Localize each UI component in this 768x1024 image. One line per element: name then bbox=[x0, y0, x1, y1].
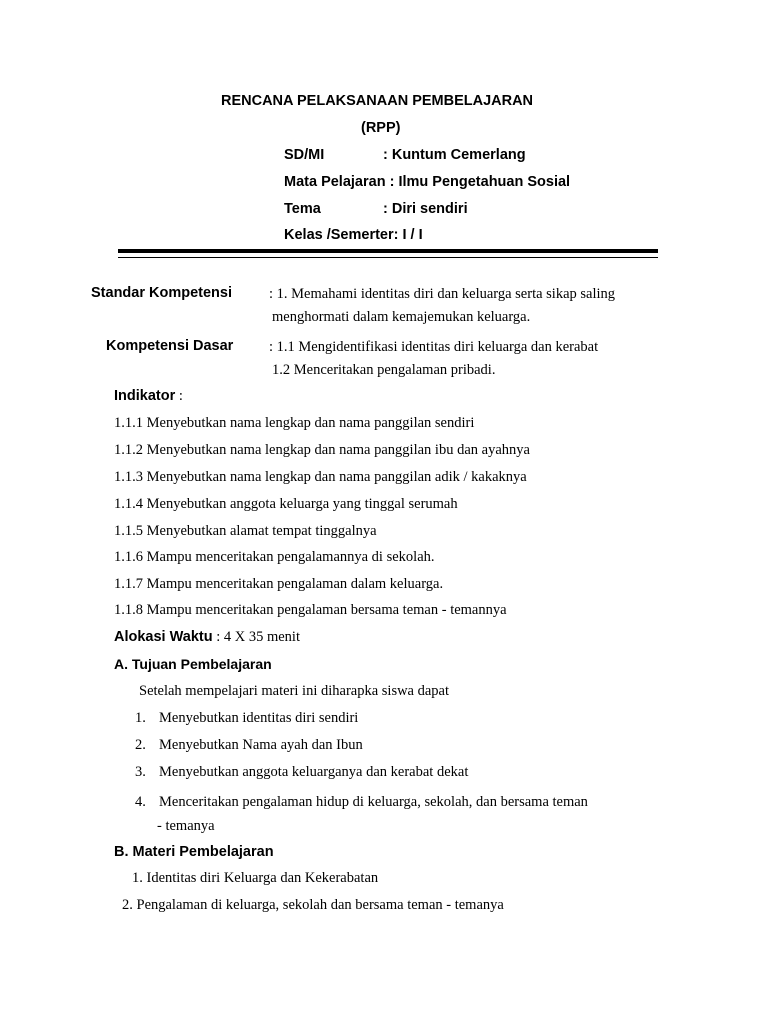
tujuan-intro: Setelah mempelajari materi ini diharapka siswa dapat bbox=[139, 683, 450, 699]
info-value-school: : Kuntum Cemerlang bbox=[383, 147, 526, 163]
tujuan-item-text: Menceritakan pengalaman hidup di keluarga, sekolah, dan bersama teman bbox=[159, 794, 588, 810]
info-label-school: SD/MI bbox=[284, 147, 325, 163]
tujuan-item-text: Menyebutkan identitas diri sendiri bbox=[159, 710, 359, 726]
indikator-item: 1.1.6 Mampu menceritakan pengalamannya di sekolah. bbox=[114, 549, 435, 565]
tujuan-item-num: 4. bbox=[135, 794, 146, 810]
indikator-item: 1.1.8 Mampu menceritakan pengalaman bersama teman - temannya bbox=[114, 602, 507, 618]
materi-item: 1. Identitas diri Keluarga dan Kekerabatan bbox=[132, 870, 379, 886]
info-value-subject: : Ilmu Pengetahuan Sosial bbox=[389, 174, 571, 190]
tujuan-item-num: 2. bbox=[135, 737, 146, 753]
materi-item: 2. Pengalaman di keluarga, sekolah dan bersama teman - temanya bbox=[122, 897, 504, 913]
alokasi-waktu-label: Alokasi Waktu bbox=[114, 629, 213, 645]
tujuan-item-num: 1. bbox=[135, 710, 146, 726]
indikator-item: 1.1.5 Menyebutkan alamat tempat tinggalnya bbox=[114, 523, 377, 539]
indikator-label: Indikator bbox=[114, 388, 176, 404]
standar-kompetensi-label: Standar Kompetensi bbox=[91, 285, 232, 301]
header-rule-thin bbox=[118, 257, 658, 258]
info-value-theme: : Diri sendiri bbox=[383, 201, 468, 217]
kompetensi-dasar-line2: 1.2 Menceritakan pengalaman pribadi. bbox=[272, 362, 496, 378]
standar-kompetensi-line1: : 1. Memahami identitas diri dan keluarga serta sikap saling bbox=[269, 286, 616, 302]
info-label-theme: Tema bbox=[284, 201, 321, 217]
tujuan-item-num: 3. bbox=[135, 764, 146, 780]
info-label-class-text: Kelas /Semerter bbox=[284, 227, 394, 243]
indikator-item: 1.1.3 Menyebutkan nama lengkap dan nama panggilan adik / kakaknya bbox=[114, 469, 527, 485]
info-label-class bbox=[284, 227, 423, 243]
alokasi-waktu-value: : 4 X 35 menit bbox=[212, 629, 300, 645]
document-title: RENCANA PELAKSANAAN PEMBELAJARAN bbox=[221, 93, 534, 109]
tujuan-heading: A. Tujuan Pembelajaran bbox=[114, 656, 272, 672]
info-label-subject bbox=[284, 174, 570, 190]
indikator-item: 1.1.4 Menyebutkan anggota keluarga yang tinggal serumah bbox=[114, 496, 458, 512]
indikator-item: 1.1.2 Menyebutkan nama lengkap dan nama panggilan ibu dan ayahnya bbox=[114, 442, 530, 458]
kompetensi-dasar-label: Kompetensi Dasar bbox=[106, 338, 234, 354]
materi-heading: B. Materi Pembelajaran bbox=[114, 844, 274, 860]
standar-kompetensi-line2: menghormati dalam kemajemukan keluarga. bbox=[272, 309, 531, 325]
header-rule-thick bbox=[118, 249, 658, 253]
alokasi-waktu bbox=[114, 628, 300, 646]
info-value-class: : I / I bbox=[393, 227, 423, 243]
info-label-subject-text: Mata Pelajaran bbox=[284, 174, 386, 190]
document-subtitle: (RPP) bbox=[361, 120, 401, 136]
indikator-item: 1.1.1 Menyebutkan nama lengkap dan nama panggilan sendiri bbox=[114, 415, 475, 431]
tujuan-item-text: Menyebutkan anggota keluarganya dan kerabat dekat bbox=[159, 764, 469, 780]
kompetensi-dasar-line1: : 1.1 Mengidentifikasi identitas diri keluarga dan kerabat bbox=[269, 339, 599, 355]
tujuan-item-continuation: - temanya bbox=[157, 818, 215, 834]
tujuan-item-text: Menyebutkan Nama ayah dan Ibun bbox=[159, 737, 363, 753]
indikator-colon: : bbox=[175, 388, 183, 404]
indikator-item: 1.1.7 Mampu menceritakan pengalaman dalam keluarga. bbox=[114, 576, 444, 592]
indikator-heading bbox=[114, 387, 183, 405]
